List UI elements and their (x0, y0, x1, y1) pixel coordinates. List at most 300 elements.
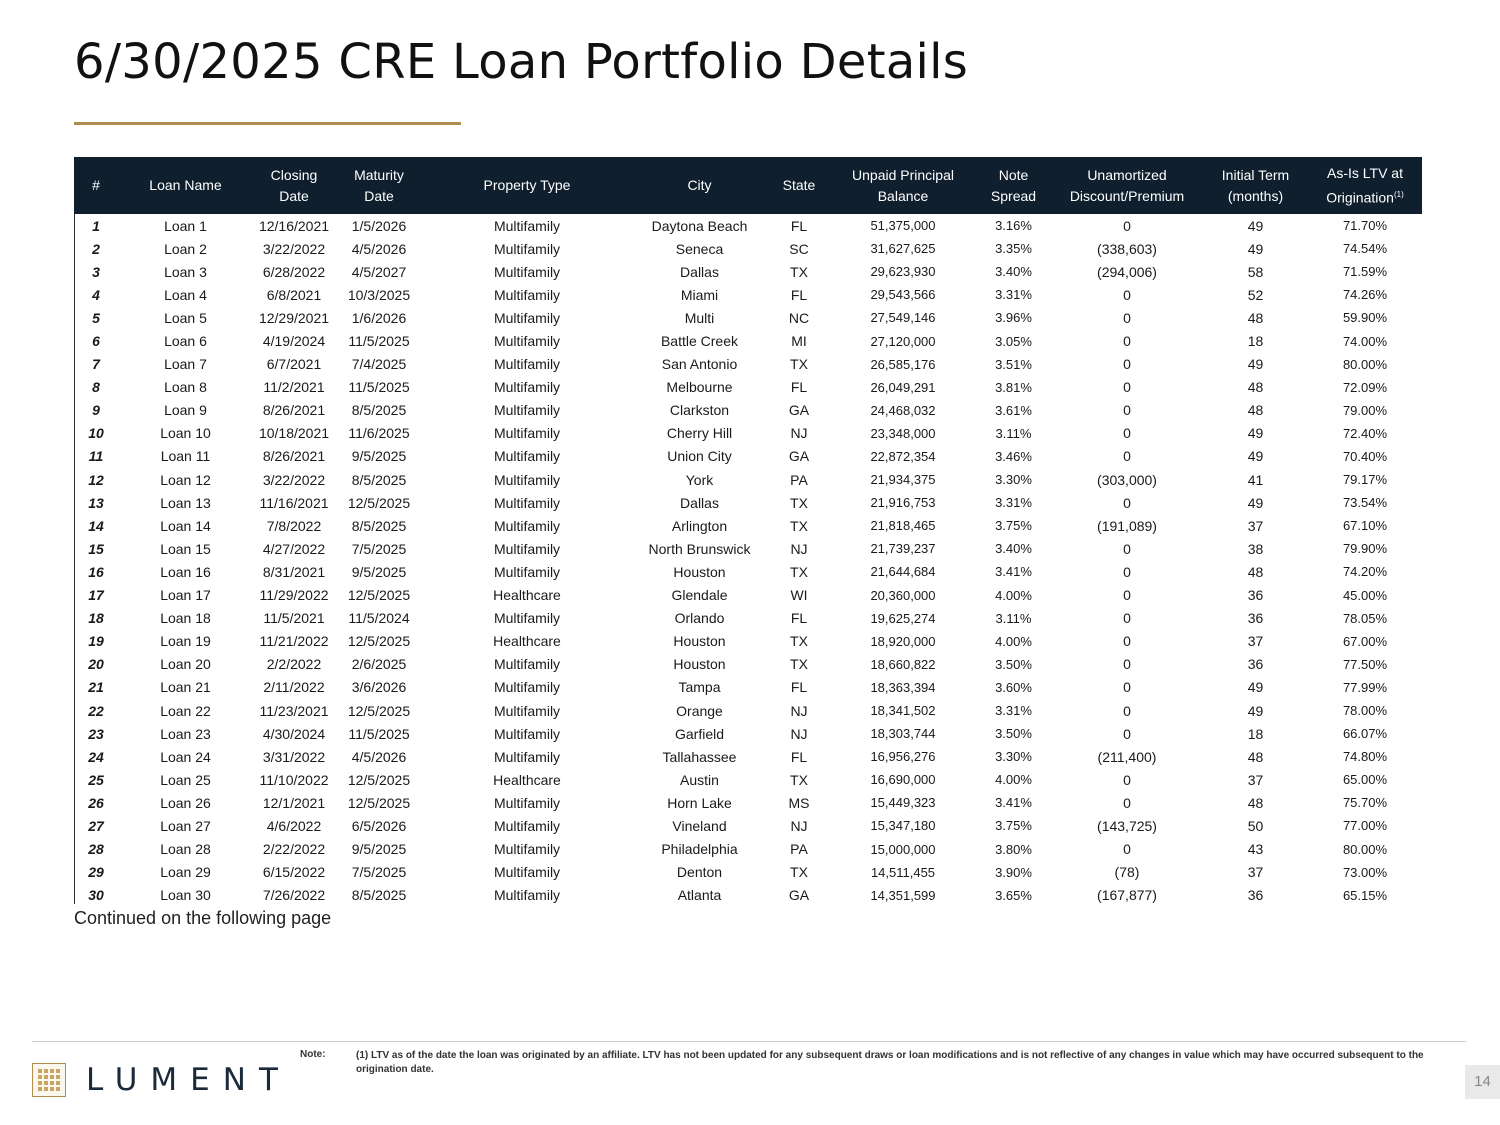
cell-city: Orange (676, 702, 723, 719)
cell-property-type: Multifamily (493, 425, 561, 442)
page-title: 6/30/2025 CRE Loan Portfolio Details (74, 34, 969, 90)
cell-city: Vineland (672, 817, 727, 834)
cell-note-spread: 3.80% (995, 841, 1032, 857)
cell-property-type: Multifamily (493, 402, 561, 419)
cell-note-spread: 3.81% (995, 379, 1032, 395)
cell-note-spread: 3.90% (995, 864, 1032, 880)
cell-initial-term: 49 (1247, 448, 1264, 465)
cell-property-type: Multifamily (493, 540, 561, 557)
cell-unamortized-discount: 0 (1123, 587, 1131, 604)
cell-property-type: Multifamily (493, 286, 561, 303)
cell-unpaid-balance: 21,739,237 (870, 541, 936, 557)
cell-unpaid-balance: 21,916,753 (870, 495, 936, 511)
cell-ltv: 73.00% (1342, 864, 1388, 880)
cell-initial-term: 37 (1247, 517, 1264, 534)
cell-initial-term: 48 (1247, 309, 1264, 326)
cell-unpaid-balance: 18,660,822 (870, 656, 936, 672)
cell-number: 30 (88, 887, 104, 904)
cell-loan-name: Loan 13 (160, 494, 211, 511)
cell-ltv: 67.10% (1342, 518, 1388, 534)
cell-unamortized-discount: 0 (1123, 656, 1131, 673)
cell-state: TX (790, 263, 808, 280)
col-header-note-spread: Note Spread (990, 166, 1037, 204)
cell-property-type: Multifamily (493, 240, 561, 257)
cell-note-spread: 3.41% (995, 564, 1032, 580)
cell-ltv: 78.00% (1342, 703, 1388, 719)
cell-initial-term: 48 (1247, 794, 1264, 811)
cell-closing-date: 6/8/2021 (266, 286, 322, 303)
cell-ltv: 74.00% (1342, 333, 1388, 349)
cell-note-spread: 3.11% (995, 425, 1032, 441)
cell-maturity-date: 4/5/2026 (351, 240, 407, 257)
cell-initial-term: 48 (1247, 563, 1264, 580)
table-row (74, 699, 1422, 722)
logo-wordmark: LUMENT (86, 1062, 291, 1098)
cell-unamortized-discount: 0 (1123, 333, 1131, 350)
cell-unpaid-balance: 26,585,176 (870, 356, 936, 372)
cell-unpaid-balance: 24,468,032 (870, 402, 936, 418)
cell-city: Miami (680, 286, 719, 303)
cell-closing-date: 11/23/2021 (259, 702, 329, 719)
table-row (74, 768, 1422, 791)
cell-maturity-date: 8/5/2025 (351, 887, 407, 904)
table-row (74, 814, 1422, 837)
cell-note-spread: 3.16% (995, 218, 1032, 234)
cell-number: 20 (88, 656, 104, 673)
cell-closing-date: 7/8/2022 (266, 517, 322, 534)
table-left-rule (74, 214, 75, 904)
cell-state: GA (788, 448, 810, 465)
cell-number: 6 (92, 333, 100, 350)
cell-initial-term: 49 (1247, 240, 1264, 257)
cell-initial-term: 36 (1247, 587, 1264, 604)
cell-city: Horn Lake (667, 794, 732, 811)
cell-state: TX (790, 494, 808, 511)
cell-closing-date: 11/29/2022 (259, 587, 329, 604)
cell-number: 10 (88, 425, 104, 442)
cell-city: Austin (680, 771, 719, 788)
cell-note-spread: 3.40% (995, 264, 1032, 280)
cell-unamortized-discount: 0 (1123, 771, 1131, 788)
cell-number: 9 (92, 402, 100, 419)
cell-closing-date: 2/22/2022 (262, 841, 326, 858)
cell-city: Daytona Beach (651, 217, 748, 234)
cell-initial-term: 38 (1247, 540, 1264, 557)
cell-state: PA (790, 471, 808, 488)
cell-initial-term: 41 (1247, 471, 1264, 488)
cell-city: York (685, 471, 714, 488)
cell-city: Garfield (674, 725, 725, 742)
cell-maturity-date: 9/5/2025 (351, 448, 407, 465)
cell-city: Tallahassee (662, 748, 737, 765)
cell-unamortized-discount: 0 (1123, 448, 1131, 465)
cell-unpaid-balance: 21,818,465 (870, 518, 936, 534)
cell-unpaid-balance: 15,449,323 (870, 795, 936, 811)
cell-state: MI (791, 333, 807, 350)
cell-property-type: Multifamily (493, 494, 561, 511)
table-row (74, 676, 1422, 699)
cell-unpaid-balance: 22,872,354 (870, 448, 936, 464)
table-row (74, 329, 1422, 352)
cell-note-spread: 3.41% (995, 795, 1032, 811)
cell-maturity-date: 4/5/2027 (351, 263, 407, 280)
cell-unpaid-balance: 29,623,930 (870, 264, 936, 280)
cell-number: 24 (88, 748, 104, 765)
cell-state: SC (789, 240, 809, 257)
cell-state: NC (788, 309, 810, 326)
cell-unamortized-discount: 0 (1123, 563, 1131, 580)
cell-unamortized-discount: 0 (1123, 610, 1131, 627)
cell-ltv: 65.00% (1342, 772, 1388, 788)
cell-state: NJ (790, 702, 808, 719)
cell-initial-term: 36 (1247, 610, 1264, 627)
cell-loan-name: Loan 26 (160, 794, 211, 811)
cell-property-type: Multifamily (493, 679, 561, 696)
cell-initial-term: 37 (1247, 864, 1264, 881)
cell-property-type: Multifamily (493, 864, 561, 881)
cell-loan-name: Loan 8 (164, 379, 207, 396)
ltv-footnote-marker: (1) (1393, 189, 1404, 199)
cell-unamortized-discount: 0 (1123, 286, 1131, 303)
cell-city: Philadelphia (661, 841, 738, 858)
cell-property-type: Healthcare (493, 771, 561, 788)
cell-ltv: 65.15% (1342, 887, 1388, 903)
cell-closing-date: 8/26/2021 (262, 402, 326, 419)
cell-property-type: Multifamily (493, 471, 561, 488)
cell-number: 22 (88, 702, 104, 719)
cell-property-type: Multifamily (493, 517, 561, 534)
cell-loan-name: Loan 20 (160, 656, 211, 673)
cell-ltv: 74.26% (1342, 287, 1388, 303)
cell-state: NJ (790, 540, 808, 557)
cell-city: Multi (684, 309, 715, 326)
cell-note-spread: 3.31% (995, 703, 1032, 719)
cell-initial-term: 52 (1247, 286, 1264, 303)
cell-property-type: Multifamily (493, 725, 561, 742)
cell-city: Glendale (671, 587, 728, 604)
col-header-property-type: Property Type (483, 177, 571, 193)
cell-closing-date: 12/16/2021 (258, 217, 330, 234)
cell-closing-date: 6/28/2022 (262, 263, 326, 280)
cell-city: Battle Creek (660, 333, 739, 350)
cell-loan-name: Loan 16 (160, 563, 211, 580)
cell-loan-name: Loan 30 (160, 887, 211, 904)
cell-note-spread: 3.75% (995, 518, 1032, 534)
cell-state: FL (790, 748, 808, 765)
cell-state: TX (790, 563, 808, 580)
col-header-city: City (687, 177, 712, 193)
cell-unamortized-discount: 0 (1123, 494, 1131, 511)
cell-maturity-date: 12/5/2025 (347, 633, 411, 650)
table-row (74, 422, 1422, 445)
cell-ltv: 79.00% (1342, 402, 1388, 418)
cell-closing-date: 3/31/2022 (262, 748, 326, 765)
cell-city: Cherry Hill (666, 425, 733, 442)
table-row (74, 237, 1422, 260)
cell-unpaid-balance: 21,644,684 (870, 564, 936, 580)
table-row (74, 560, 1422, 583)
cell-state: MS (788, 794, 810, 811)
cell-ltv: 72.09% (1342, 379, 1388, 395)
col-header-state: State (782, 177, 816, 193)
cell-number: 2 (92, 240, 100, 257)
table-row (74, 399, 1422, 422)
cell-unamortized-discount: 0 (1123, 679, 1131, 696)
cell-initial-term: 49 (1247, 494, 1264, 511)
cell-unamortized-discount: 0 (1123, 217, 1131, 234)
cell-number: 3 (92, 263, 100, 280)
cell-ltv: 73.54% (1342, 495, 1388, 511)
cell-maturity-date: 4/5/2026 (351, 748, 407, 765)
cell-ltv: 79.90% (1342, 541, 1388, 557)
cell-note-spread: 3.75% (995, 818, 1032, 834)
table-row (74, 791, 1422, 814)
cell-number: 7 (92, 356, 100, 373)
cell-ltv: 71.70% (1342, 218, 1388, 234)
table-row (74, 584, 1422, 607)
cell-property-type: Healthcare (493, 587, 561, 604)
cell-number: 26 (88, 794, 104, 811)
cell-maturity-date: 12/5/2025 (347, 587, 411, 604)
cell-loan-name: Loan 7 (164, 356, 207, 373)
col-header-number: # (92, 177, 100, 193)
cell-city: San Antonio (661, 356, 738, 373)
cell-state: TX (790, 771, 808, 788)
cell-initial-term: 58 (1247, 263, 1264, 280)
col-header-closing-date: Closing Date (270, 166, 318, 204)
cell-unpaid-balance: 15,000,000 (870, 841, 936, 857)
cell-unpaid-balance: 15,347,180 (870, 818, 936, 834)
cell-closing-date: 7/26/2022 (262, 887, 326, 904)
cell-state: WI (790, 587, 808, 604)
cell-unamortized-discount: (303,000) (1097, 471, 1157, 488)
col-header-loan-name: Loan Name (149, 177, 222, 193)
cell-unamortized-discount: (338,603) (1097, 240, 1157, 257)
cell-unpaid-balance: 23,348,000 (870, 425, 936, 441)
cell-number: 4 (92, 286, 100, 303)
cell-note-spread: 3.30% (995, 749, 1032, 765)
cell-unpaid-balance: 51,375,000 (870, 218, 936, 234)
cell-ltv: 72.40% (1342, 425, 1388, 441)
cell-note-spread: 3.40% (995, 541, 1032, 557)
table-row (74, 376, 1422, 399)
cell-loan-name: Loan 21 (160, 679, 211, 696)
cell-initial-term: 43 (1247, 841, 1264, 858)
cell-unamortized-discount: 0 (1123, 841, 1131, 858)
cell-ltv: 71.59% (1342, 264, 1388, 280)
cell-maturity-date: 11/5/2024 (348, 610, 410, 627)
cell-unamortized-discount: (167,877) (1097, 887, 1157, 904)
cell-maturity-date: 9/5/2025 (351, 841, 407, 858)
footer-divider (32, 1041, 1466, 1042)
cell-loan-name: Loan 10 (160, 425, 211, 442)
cell-closing-date: 11/2/2021 (263, 379, 325, 396)
lument-grid-icon (32, 1063, 66, 1097)
cell-city: Seneca (675, 240, 724, 257)
cell-unpaid-balance: 18,303,744 (870, 726, 936, 742)
cell-ltv: 70.40% (1342, 448, 1388, 464)
cell-state: FL (790, 379, 808, 396)
cell-unpaid-balance: 20,360,000 (870, 587, 936, 603)
cell-maturity-date: 10/3/2025 (347, 286, 411, 303)
cell-state: TX (790, 633, 808, 650)
cell-unamortized-discount: 0 (1123, 402, 1131, 419)
cell-initial-term: 18 (1247, 725, 1264, 742)
cell-loan-name: Loan 15 (160, 540, 211, 557)
cell-initial-term: 48 (1247, 379, 1264, 396)
cell-initial-term: 48 (1247, 748, 1264, 765)
cell-number: 11 (88, 448, 104, 465)
cell-property-type: Multifamily (493, 817, 561, 834)
cell-state: NJ (790, 817, 808, 834)
cell-note-spread: 3.05% (995, 333, 1032, 349)
table-header-row (74, 157, 1422, 214)
cell-unamortized-discount: 0 (1123, 794, 1131, 811)
cell-note-spread: 3.30% (995, 472, 1032, 488)
cell-note-spread: 3.31% (995, 495, 1032, 511)
cell-initial-term: 49 (1247, 356, 1264, 373)
table-body (74, 214, 1422, 907)
cell-city: Houston (673, 633, 726, 650)
cell-number: 23 (88, 725, 104, 742)
table-row (74, 630, 1422, 653)
cell-initial-term: 50 (1247, 817, 1264, 834)
cell-city: Tampa (678, 679, 721, 696)
cell-unamortized-discount: (78) (1114, 864, 1140, 881)
cell-closing-date: 10/18/2021 (258, 425, 330, 442)
cell-number: 29 (88, 864, 104, 881)
cell-closing-date: 2/11/2022 (263, 679, 325, 696)
table-row (74, 884, 1422, 907)
cell-note-spread: 4.00% (995, 772, 1032, 788)
cell-initial-term: 49 (1247, 217, 1264, 234)
cell-ltv: 80.00% (1342, 841, 1388, 857)
cell-property-type: Multifamily (493, 563, 561, 580)
cell-loan-name: Loan 18 (160, 610, 211, 627)
cell-unamortized-discount: 0 (1123, 379, 1131, 396)
cell-closing-date: 12/29/2021 (258, 309, 330, 326)
cell-city: Orlando (674, 610, 725, 627)
table-row (74, 214, 1422, 237)
cell-closing-date: 2/2/2022 (266, 656, 322, 673)
cell-initial-term: 49 (1247, 702, 1264, 719)
cell-loan-name: Loan 5 (164, 309, 207, 326)
cell-state: TX (790, 864, 808, 881)
cell-ltv: 80.00% (1342, 356, 1388, 372)
cell-unamortized-discount: 0 (1123, 356, 1131, 373)
cell-note-spread: 3.60% (995, 679, 1032, 695)
table-row (74, 353, 1422, 376)
cell-city: Arlington (671, 517, 728, 534)
cell-maturity-date: 12/5/2025 (347, 794, 411, 811)
cell-unpaid-balance: 18,363,394 (870, 679, 936, 695)
cell-initial-term: 48 (1247, 402, 1264, 419)
cell-maturity-date: 11/5/2025 (348, 379, 410, 396)
cell-number: 14 (88, 517, 104, 534)
cell-maturity-date: 11/5/2025 (348, 333, 410, 350)
cell-note-spread: 3.50% (995, 726, 1032, 742)
cell-unpaid-balance: 31,627,625 (870, 241, 936, 257)
cell-loan-name: Loan 11 (160, 448, 211, 465)
cell-note-spread: 3.35% (995, 241, 1032, 257)
cell-state: FL (790, 217, 808, 234)
cell-property-type: Multifamily (493, 217, 561, 234)
cell-unpaid-balance: 18,920,000 (870, 633, 936, 649)
loan-portfolio-table-container (74, 157, 1422, 907)
cell-ltv: 74.80% (1342, 749, 1388, 765)
cell-property-type: Multifamily (493, 794, 561, 811)
cell-number: 17 (88, 587, 104, 604)
cell-maturity-date: 8/5/2025 (351, 517, 407, 534)
cell-closing-date: 4/30/2024 (262, 725, 326, 742)
cell-ltv: 75.70% (1342, 795, 1388, 811)
col-header-ltv (1308, 157, 1422, 214)
cell-unamortized-discount: 0 (1123, 425, 1131, 442)
cell-number: 5 (92, 309, 100, 326)
cell-unpaid-balance: 27,120,000 (870, 333, 936, 349)
cell-loan-name: Loan 28 (160, 841, 211, 858)
cell-city: Dallas (680, 494, 719, 511)
cell-note-spread: 3.31% (995, 287, 1032, 303)
cell-initial-term: 18 (1247, 333, 1264, 350)
cell-city: Atlanta (677, 887, 722, 904)
cell-loan-name: Loan 29 (160, 864, 211, 881)
table-row (74, 745, 1422, 768)
cell-loan-name: Loan 2 (164, 240, 207, 257)
cell-ltv: 79.17% (1342, 472, 1388, 488)
cell-maturity-date: 8/5/2025 (351, 471, 407, 488)
cell-unamortized-discount: (143,725) (1097, 817, 1157, 834)
cell-property-type: Multifamily (493, 656, 561, 673)
cell-city: Melbourne (666, 379, 733, 396)
cell-unamortized-discount: (211,400) (1097, 748, 1157, 765)
cell-loan-name: Loan 14 (160, 517, 211, 534)
cell-state: TX (790, 356, 808, 373)
cell-state: FL (790, 286, 808, 303)
cell-property-type: Multifamily (493, 702, 561, 719)
cell-loan-name: Loan 3 (164, 263, 207, 280)
cell-unamortized-discount: (294,006) (1097, 263, 1157, 280)
cell-state: TX (790, 656, 808, 673)
cell-number: 15 (88, 540, 104, 557)
cell-loan-name: Loan 1 (164, 217, 207, 234)
cell-maturity-date: 6/5/2026 (351, 817, 407, 834)
cell-maturity-date: 7/4/2025 (351, 356, 407, 373)
cell-closing-date: 11/16/2021 (259, 494, 329, 511)
cell-loan-name: Loan 12 (160, 471, 211, 488)
cell-unamortized-discount: 0 (1123, 309, 1131, 326)
cell-initial-term: 36 (1247, 887, 1264, 904)
cell-loan-name: Loan 9 (164, 402, 207, 419)
page-number: 14 (1465, 1065, 1500, 1099)
cell-loan-name: Loan 22 (160, 702, 211, 719)
cell-loan-name: Loan 23 (160, 725, 211, 742)
cell-property-type: Multifamily (493, 887, 561, 904)
cell-note-spread: 3.96% (995, 310, 1032, 326)
cell-city: Union City (667, 448, 732, 465)
continued-note: Continued on the following page (74, 908, 332, 928)
cell-unamortized-discount: 0 (1123, 633, 1131, 650)
loan-portfolio-table (74, 157, 1422, 907)
cell-state: PA (790, 841, 808, 858)
table-row (74, 514, 1422, 537)
cell-maturity-date: 8/5/2025 (351, 402, 407, 419)
table-row (74, 722, 1422, 745)
cell-loan-name: Loan 25 (160, 771, 211, 788)
cell-initial-term: 37 (1247, 771, 1264, 788)
cell-maturity-date: 7/5/2025 (351, 864, 407, 881)
cell-number: 18 (88, 610, 104, 627)
